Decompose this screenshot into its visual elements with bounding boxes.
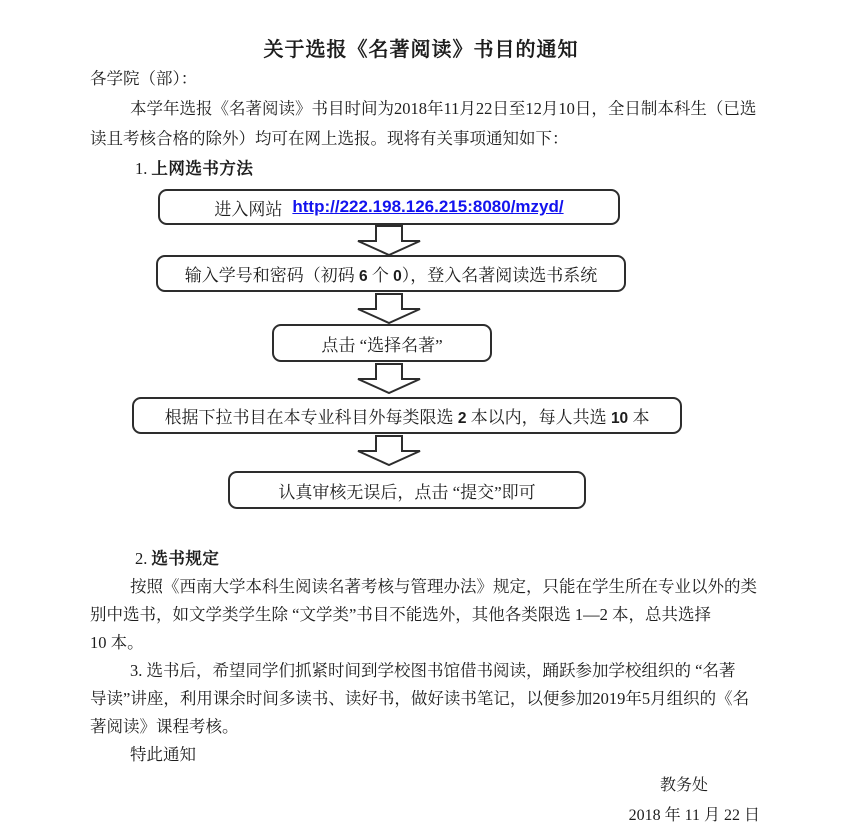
rules-line-1: 按照《西南大学本科生阅读名著考核与管理办法》规定，只能在学生所在专业以外的类 [130,577,757,596]
salutation: 各学院（部）： [90,69,198,88]
rules-line-3: 10 本。 [90,633,144,652]
intro-line-1: 本学年选报《名著阅读》书目时间为2018年11月22日至12月10日，全日制本科生（已选 [130,99,757,118]
flow-step-submit [228,471,586,509]
flow-step-5-label: 认真审核无误后，点击 “提交”即可 [278,482,536,502]
section-2-number: 2. [135,549,148,568]
signature-department: 教务处 [659,777,708,794]
down-arrow-icon [356,363,422,394]
section-1-heading [90,154,758,184]
down-arrow-icon [356,293,422,324]
section-2-heading [90,545,758,573]
flow-step-choose-books [132,397,682,434]
section-1-number: 1. [135,159,148,178]
down-arrow-icon [356,225,422,256]
item-3-line-2: 导读”讲座，利用课余时间多读书、读好书，做好读书笔记，以便参加2019年5月组织的《名 [90,689,750,708]
document-title: 关于选报《名著阅读》书目的通知 [263,39,579,61]
signature-date: 2018 年 11 月 22 日 [628,807,760,824]
flow-step-enter-website [158,189,620,225]
item-3-line-1: 3. 选书后，希望同学们抓紧时间到学校图书馆借书阅读，踊跃参加学校组织的 “名著 [130,661,736,680]
book-selection-flowchart [0,189,842,511]
flow-step-3-label: 点击 “选择名著” [321,335,443,355]
intro-line-2: 读且考核合格的除外）均可在网上选报。现将有关事项通知如下： [90,129,569,148]
intro-section [90,64,758,184]
rules-section [90,545,758,769]
flow-step-2-label: 输入学号和密码（初码 6 个 0），登入名著阅读选书系统 [184,266,598,285]
flow-step-click-select [272,324,492,362]
flow-step-login [156,255,626,292]
section-2-title: 选书规定 [151,550,220,568]
site-url-link[interactable]: http://222.198.126.215:8080/mzyd/ [292,197,564,216]
rules-line-2: 别中选书，如文学类学生除 “文学类”书目不能选外，其他各类限选 1—2 本，总共选择 [90,605,712,624]
down-arrow-icon [356,435,422,466]
item-3-line-3: 著阅读》课程考核。 [90,717,239,736]
flow-step-4-label: 根据下拉书目在本专业科目外每类限选 2 本以内，每人共选 10 本 [164,408,650,427]
flow-step-1-label: 进入网站 [214,199,283,219]
closing-line: 特此通知 [130,745,196,764]
section-1-title: 上网选书方法 [151,160,254,178]
